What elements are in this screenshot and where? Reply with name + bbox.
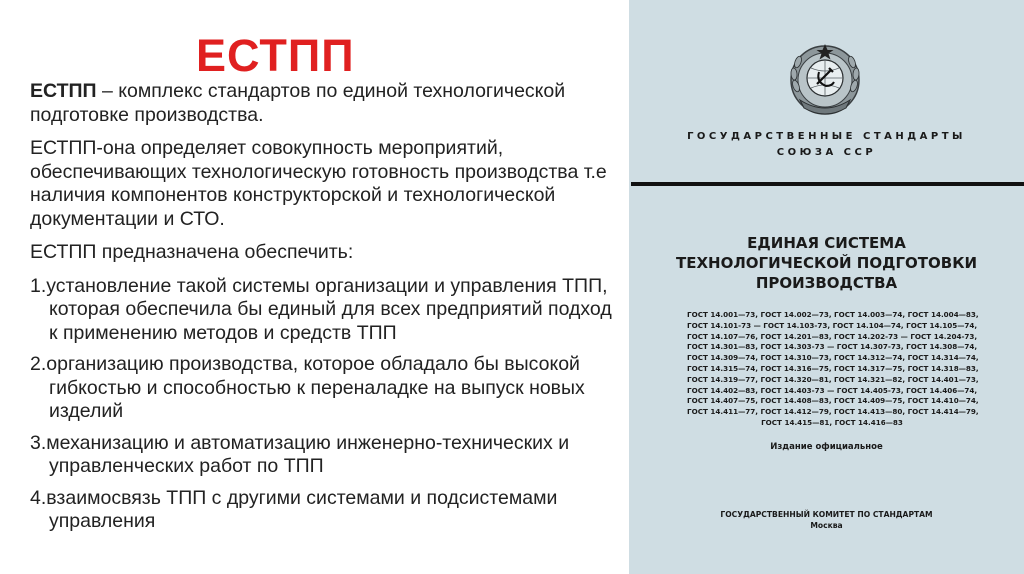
- slide-body: [30, 80, 620, 542]
- intro-definition: – комплекс стандартов по единой технологической подготовке производства.: [30, 80, 566, 126]
- list-item: 4.взаимосвязь ТПП с другими системами и подсистемами управления: [30, 486, 558, 532]
- slide-title: ЕСТПП: [196, 30, 355, 81]
- intro-term: ЕСТПП: [30, 80, 97, 102]
- gost-line: ГОСТ 14.101-73 — ГОСТ 14.103-73, ГОСТ 14.104—74, ГОСТ 14.105—74,: [687, 320, 978, 330]
- gost-line: ГОСТ 14.407—75, ГОСТ 14.408—83, ГОСТ 14.409—75, ГОСТ 14.410—74,: [687, 396, 979, 406]
- cover-title-line2: ТЕХНОЛОГИЧЕСКОЙ ПОДГОТОВКИ: [675, 254, 978, 272]
- cover-divider: [631, 182, 1024, 186]
- ussr-emblem-icon: [786, 38, 864, 118]
- list-item: 1.установление такой системы организации и управления ТПП, которая обеспечила бы единый для всех предприятий подход к применению методов и средств ТПП: [30, 274, 612, 344]
- gost-line: ГОСТ 14.001—73, ГОСТ 14.002—73, ГОСТ 14.003—74, ГОСТ 14.004—83,: [687, 310, 979, 319]
- gost-line: ГОСТ 14.107—76, ГОСТ 14.201—83, ГОСТ 14.202-73 — ГОСТ 14.204-73,: [687, 331, 978, 341]
- gost-line: ГОСТ 14.315—74, ГОСТ 14.316—75, ГОСТ 14.317—75, ГОСТ 14.318—83,: [687, 363, 979, 373]
- intro-paragraph: [30, 80, 620, 127]
- purpose-paragraph: ЕСТПП предназначена обеспечить:: [30, 241, 354, 263]
- gost-line: ГОСТ 14.319—77, ГОСТ 14.320—81, ГОСТ 14.321—82, ГОСТ 14.401—73,: [687, 374, 979, 384]
- cover-title-line1: ЕДИНАЯ СИСТЕМА: [747, 234, 906, 252]
- gost-line: ГОСТ 14.415—81, ГОСТ 14.416—83: [761, 417, 903, 427]
- cover-committee: ГОСУДАРСТВЕННЫЙ КОМИТЕТ ПО СТАНДАРТАМ: [720, 510, 933, 519]
- gost-line: ГОСТ 14.402—83, ГОСТ 14.403-73 — ГОСТ 14.405-73, ГОСТ 14.406—74,: [687, 385, 978, 395]
- gost-line: ГОСТ 14.411—77, ГОСТ 14.412—79, ГОСТ 14.413—80, ГОСТ 14.414—79,: [687, 407, 979, 417]
- list-item: 2.организацию производства, которое обладало бы высокой гибкостью и способностью к переналадке на выпуск новых изделий: [30, 353, 585, 422]
- cover-header-line1: ГОСУДАРСТВЕННЫЕ СТАНДАРТЫ: [687, 131, 966, 142]
- list-item: 3.механизацию и автоматизацию инженерно-технических и управленческих работ по ТПП: [30, 431, 570, 477]
- cover-publisher: [629, 509, 1024, 531]
- gost-line: ГОСТ 14.309—74, ГОСТ 14.310—73, ГОСТ 14.312—74, ГОСТ 14.314—74,: [687, 353, 979, 363]
- definition-paragraph: ЕСТПП-она определяет совокупность мероприятий, обеспечивающих технологическую готовность производства т.е наличия компонентов конструкторской и технологической документации и СТО.: [30, 137, 607, 230]
- gost-list: [687, 310, 977, 429]
- gost-line: ГОСТ 14.301—83, ГОСТ 14.303-73 — ГОСТ 14.307-73, ГОСТ 14.308—74,: [687, 342, 978, 352]
- cover-city: Москва: [810, 521, 843, 530]
- cover-header-line2: СОЮЗА ССР: [776, 147, 877, 158]
- cover-title-line3: ПРОИЗВОДСТВА: [755, 274, 898, 292]
- standard-cover-image: [629, 0, 1024, 574]
- cover-edition: Издание официальное: [770, 442, 883, 452]
